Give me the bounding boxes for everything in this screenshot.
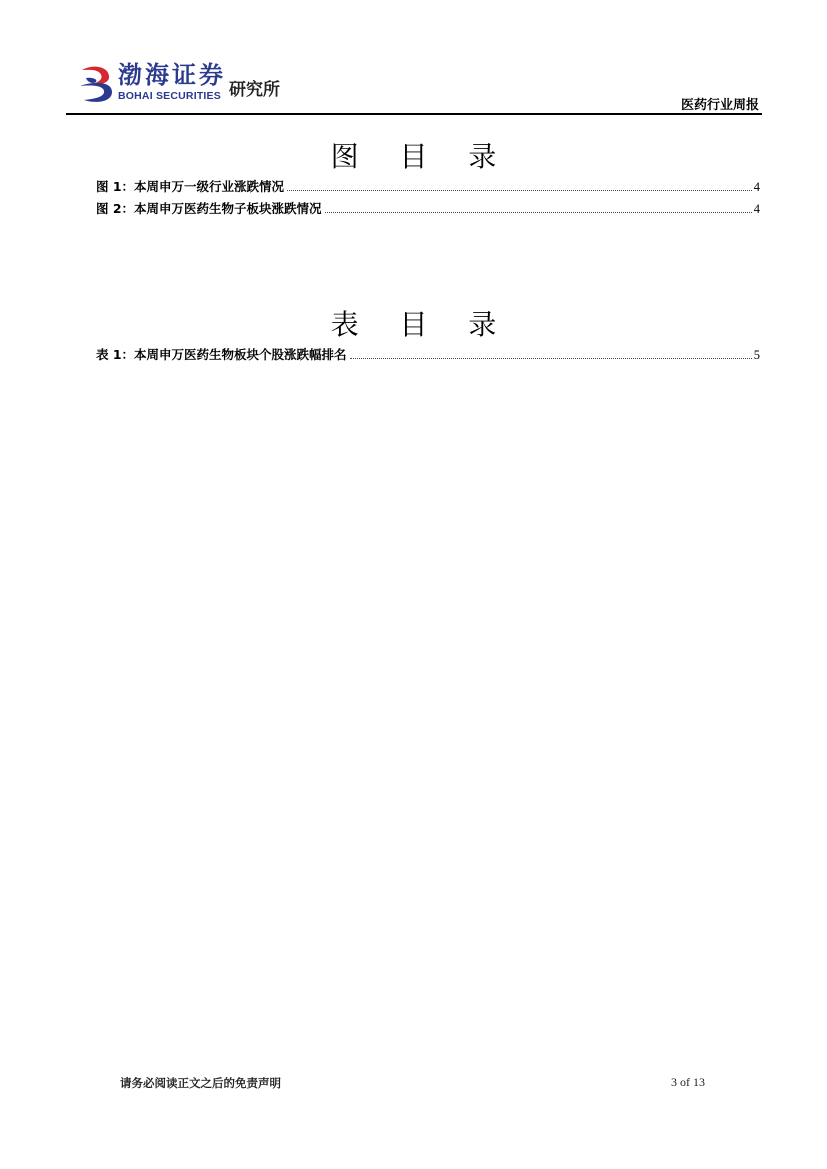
toc-entry-table-1[interactable] [96, 344, 760, 366]
figures-toc-title: 图 目 录 [330, 139, 513, 173]
figures-toc-list [96, 176, 760, 220]
page-number: 3 of 13 [671, 1075, 705, 1089]
toc-entry-label: 图 2：本周申万医药生物子板块涨跌情况 [96, 201, 322, 216]
toc-entry-page: 4 [753, 180, 760, 194]
report-type-label: 医药行业周报 [680, 98, 759, 113]
toc-dot-leader [350, 357, 752, 359]
bohai-logo-icon [78, 64, 114, 104]
logo-chinese-name: 渤海证券 [118, 61, 226, 89]
tables-toc-list [96, 344, 760, 366]
tables-toc-title: 表 目 录 [330, 307, 513, 341]
disclaimer-note: 请务必阅读正文之后的免责声明 [120, 1076, 281, 1090]
page-header [0, 0, 827, 116]
logo-english-name: BOHAI SECURITIES [118, 90, 221, 102]
toc-entry-page: 5 [753, 348, 760, 362]
header-divider [66, 113, 762, 115]
toc-entry-label: 图 1：本周申万一级行业涨跌情况 [96, 179, 285, 194]
toc-dot-leader [325, 211, 752, 213]
toc-entry-figure-1[interactable] [96, 176, 760, 198]
toc-entry-page: 4 [753, 202, 760, 216]
toc-dot-leader [287, 189, 752, 191]
toc-entry-label: 表 1：本周申万医药生物板块个股涨跌幅排名 [96, 347, 347, 362]
toc-entry-figure-2[interactable] [96, 198, 760, 220]
logo-institute-label: 研究所 [229, 80, 280, 100]
